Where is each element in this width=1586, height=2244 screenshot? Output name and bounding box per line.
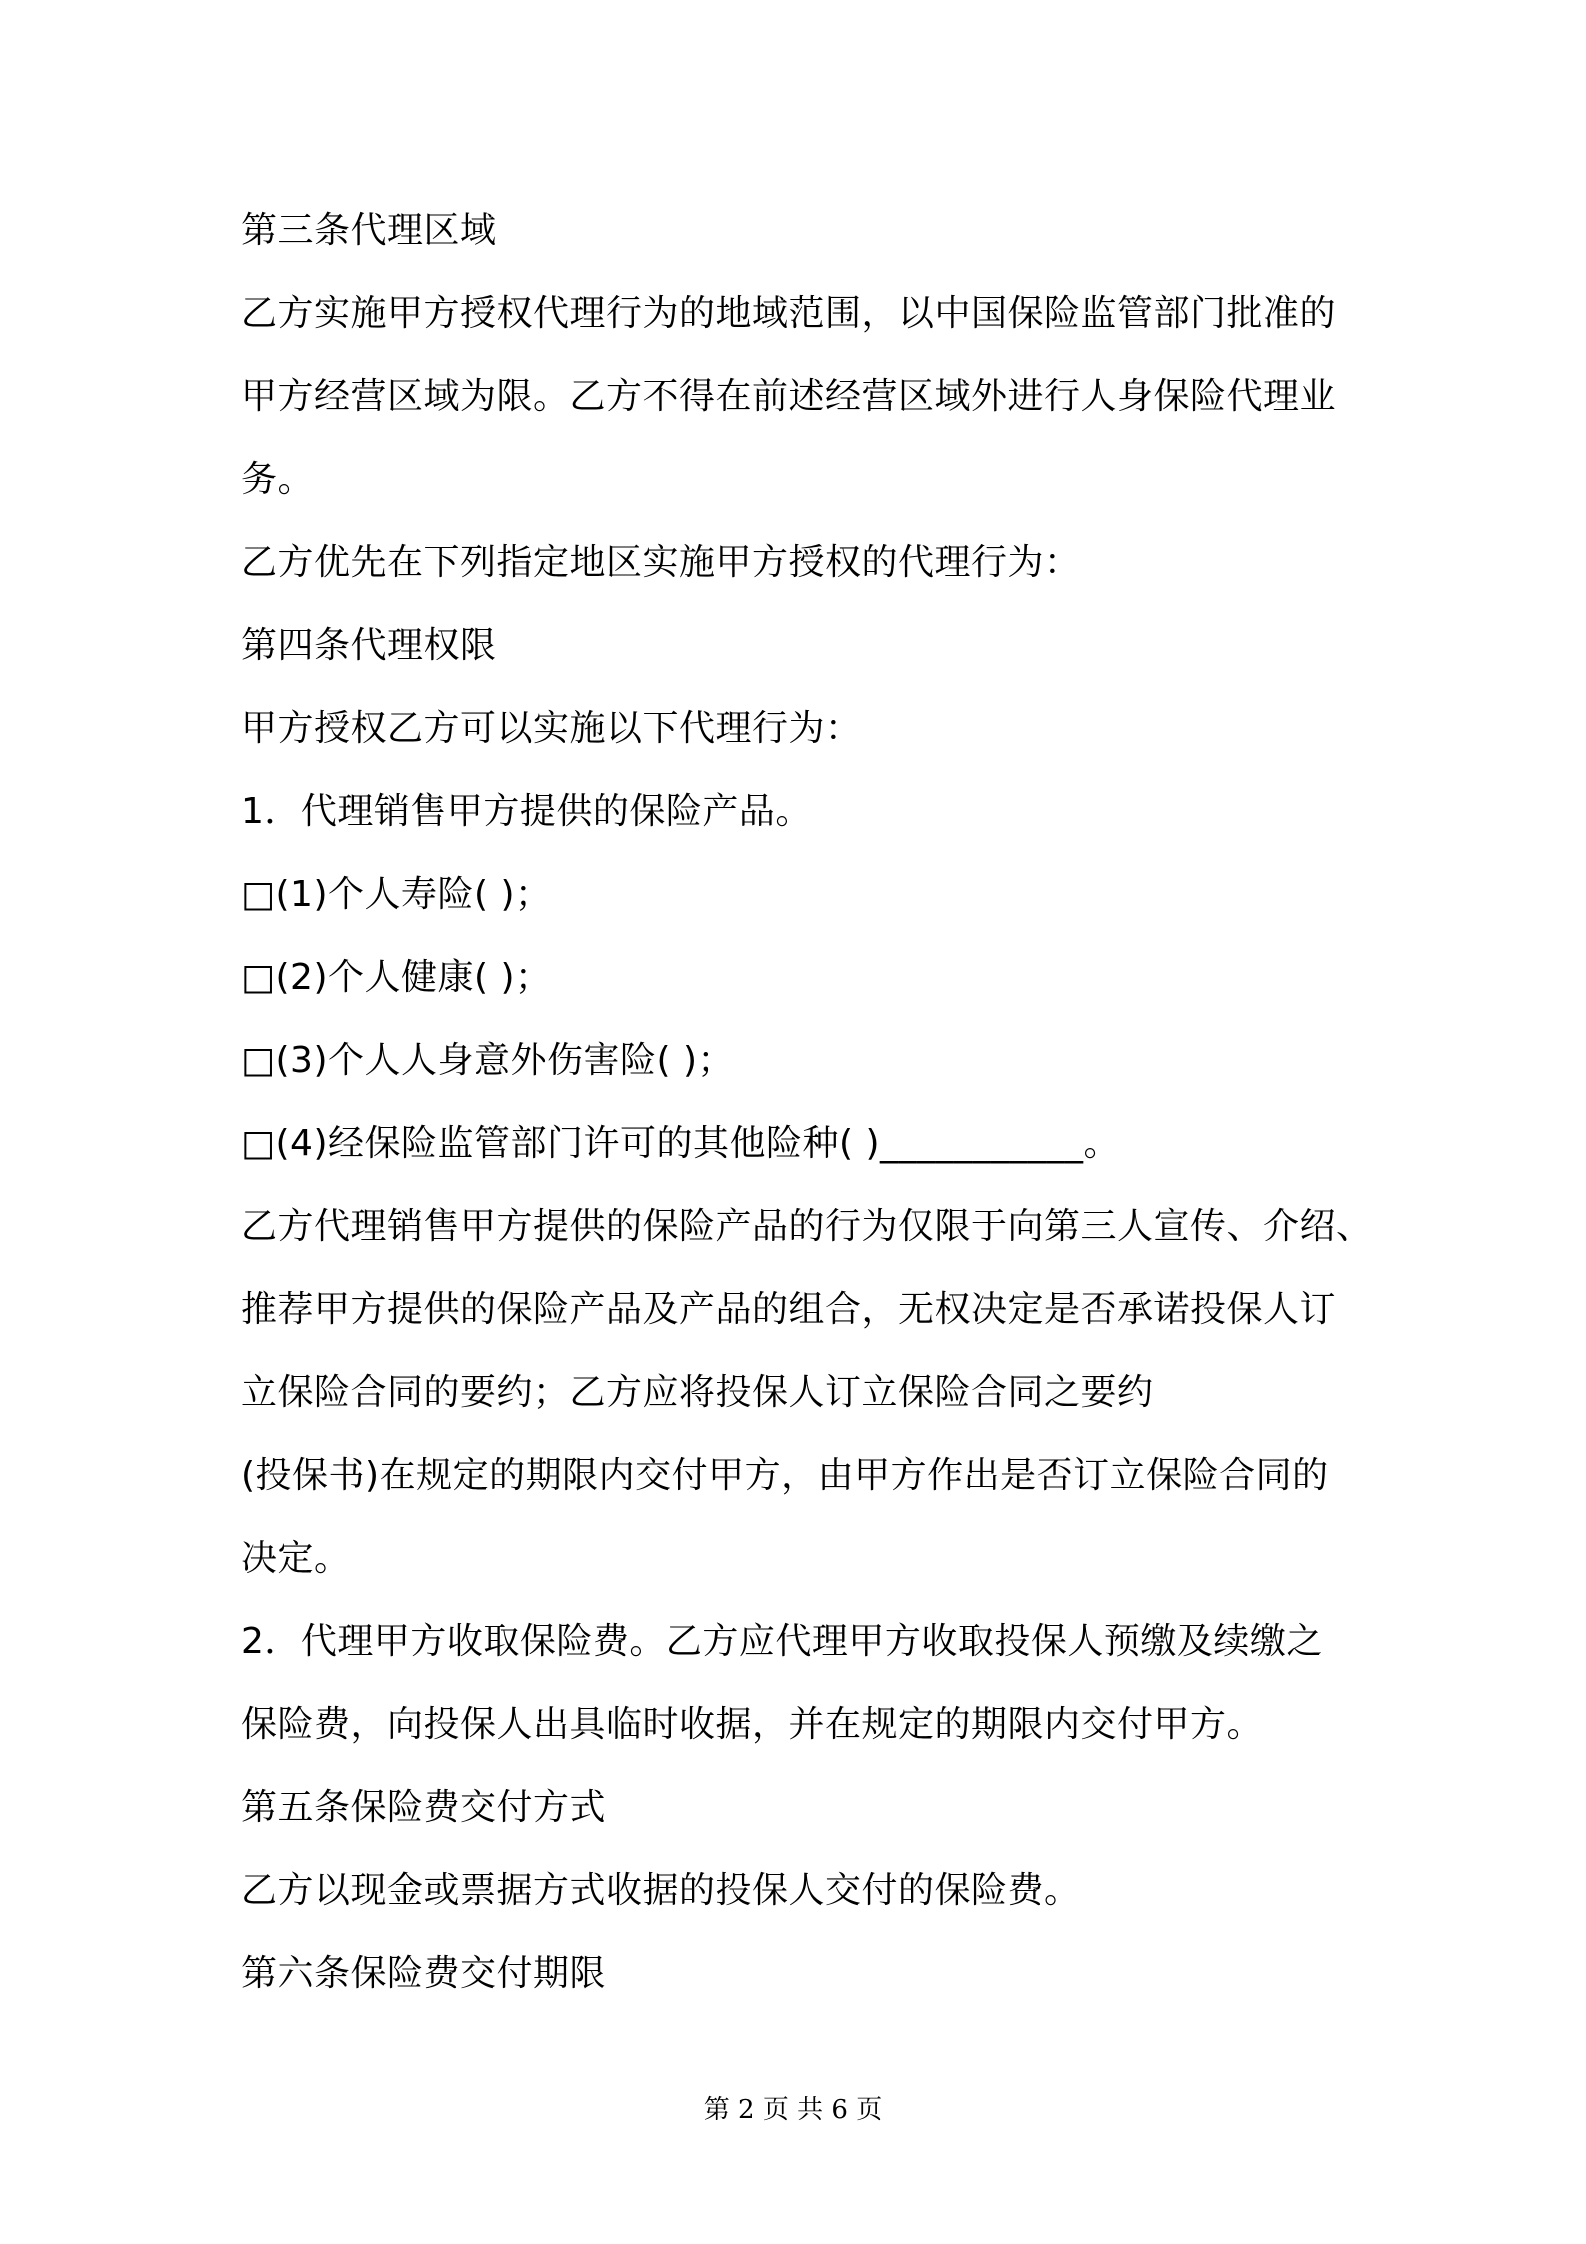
paragraph-line: 保险费，向投保人出具临时收据，并在规定的期限内交付甲方。 (241, 1704, 1264, 1745)
checkbox-option: □(4)经保险监管部门许可的其他险种( )___________。 (241, 1123, 1121, 1164)
heading-article-6: 第六条保险费交付期限 (241, 1953, 607, 1994)
heading-article-4: 第四条代理权限 (241, 625, 497, 666)
paragraph-line: 甲方经营区域为限。乙方不得在前述经营区域外进行人身保险代理业 (241, 376, 1337, 417)
page-number-footer: 第 2 页 共 6 页 (703, 2095, 883, 2125)
paragraph-line: 乙方优先在下列指定地区实施甲方授权的代理行为： (241, 542, 1081, 583)
paragraph-line: 甲方授权乙方可以实施以下代理行为： (241, 708, 862, 749)
paragraph-line: 乙方以现金或票据方式收据的投保人交付的保险费。 (241, 1870, 1081, 1911)
paragraph-line: 决定。 (241, 1538, 351, 1579)
paragraph-line: 乙方实施甲方授权代理行为的地域范围，以中国保险监管部门批准的 (241, 293, 1337, 334)
paragraph-line: 立保险合同的要约；乙方应将投保人订立保险合同之要约 (241, 1372, 1154, 1413)
heading-article-3: 第三条代理区域 (241, 210, 497, 251)
paragraph-line: 推荐甲方提供的保险产品及产品的组合，无权决定是否承诺投保人订 (241, 1289, 1337, 1330)
paragraph-line: 务。 (241, 459, 315, 500)
heading-article-5: 第五条保险费交付方式 (241, 1787, 607, 1828)
checkbox-option: □(1)个人寿险( )； (241, 874, 552, 915)
paragraph-line: 乙方代理销售甲方提供的保险产品的行为仅限于向第三人宣传、介绍、 (241, 1206, 1373, 1247)
paragraph-line: (投保书)在规定的期限内交付甲方，由甲方作出是否订立保险合同的 (241, 1455, 1329, 1496)
checkbox-option: □(2)个人健康( )； (241, 957, 552, 998)
checkbox-option: □(3)个人人身意外伤害险( )； (241, 1040, 735, 1081)
list-item: 2．代理甲方收取保险费。乙方应代理甲方收取投保人预缴及续缴之 (241, 1621, 1323, 1662)
list-item: 1．代理销售甲方提供的保险产品。 (241, 791, 812, 832)
